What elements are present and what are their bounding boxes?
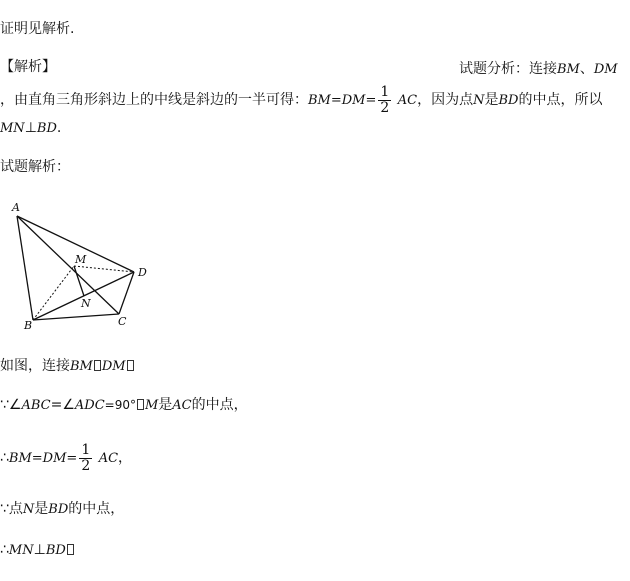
analysis-label (0, 57, 56, 77)
therefore-symbol: ∴ (0, 450, 9, 466)
equation-bm-dm: BM=DM= (8, 451, 78, 466)
because-point-text: ∵点 (0, 501, 23, 517)
midpoint-text: 的中点， (191, 397, 248, 413)
fraction-numerator: 1 (380, 83, 390, 100)
missing-glyph-box (127, 360, 134, 371)
analysis-line-2 (0, 84, 602, 117)
step-bm-dm-equal (0, 440, 132, 477)
label-m: M (75, 253, 87, 266)
fraction-denominator: 2 (380, 99, 390, 116)
segment-bd: BD (36, 121, 57, 136)
is-text: 是 (484, 92, 499, 108)
step-connect (0, 356, 135, 377)
separator: 、 (579, 61, 594, 77)
connect-text: 如图，连接 (0, 358, 70, 374)
segment-bd: BD (48, 502, 69, 517)
segment-bm: BM (70, 359, 93, 374)
segment-ac: AC (98, 451, 119, 466)
perpendicular-symbol: ⊥ (33, 542, 46, 558)
fraction-denominator: 2 (81, 457, 91, 474)
detail-label (0, 157, 70, 177)
perpendicular-symbol: ⊥ (24, 120, 37, 136)
line-bm-dashed (33, 266, 74, 320)
because-point-text: ，因为点 (417, 92, 474, 108)
point-n: N (22, 502, 35, 517)
step-conclusion (0, 540, 75, 561)
line-dm-dashed (74, 266, 134, 272)
missing-glyph-box (67, 544, 74, 555)
segment-mn: MN (8, 543, 34, 558)
label-a: A (12, 201, 20, 214)
step-n-midpoint (0, 499, 124, 520)
median-theorem-text: ，由直角三角形斜边上的中线是斜边的一半可得： (0, 92, 308, 108)
segment-bd: BD (45, 543, 66, 558)
conclusion-text: 证明见解析. (0, 21, 75, 37)
label-b: B (24, 319, 33, 332)
segment-ac: AC (172, 398, 192, 413)
is-text: 是 (34, 501, 49, 517)
analysis-intro-text: 试题分析：连接 (459, 61, 557, 77)
ninety-degrees: =90° (104, 398, 136, 412)
label-n: N (81, 297, 91, 310)
analysis-label-text: 【解析】 (0, 59, 56, 75)
missing-glyph-box (94, 360, 101, 371)
midpoint-text: 的中点， (68, 501, 125, 517)
point-n: N (473, 93, 485, 108)
comma: ， (118, 450, 133, 466)
label-d: D (138, 266, 147, 279)
step-right-angles (0, 395, 248, 416)
angle-abc: ABC (21, 398, 51, 413)
point-m: M (144, 398, 159, 413)
angle-adc: ADC (74, 398, 105, 413)
fraction-numerator: 1 (81, 441, 91, 458)
midpoint-so-text: 的中点，所以 (518, 92, 603, 108)
fraction-one-half (378, 85, 391, 116)
period: . (56, 120, 62, 136)
geometry-figure (8, 200, 168, 340)
segment-bd: BD (498, 93, 519, 108)
segment-dm: DM (593, 62, 618, 77)
missing-glyph-box (137, 399, 144, 410)
segment-dm: DM (101, 359, 126, 374)
is-text: 是 (158, 397, 173, 413)
line-mn (74, 266, 84, 296)
because-angle: ∵∠ (0, 397, 22, 413)
equation-bm-dm: BM=DM= (308, 93, 377, 108)
detail-label-text: 试题解析： (0, 159, 70, 175)
line-bc (33, 314, 119, 320)
line-ab (17, 216, 33, 320)
equals-angle: =∠ (50, 397, 75, 413)
segment-ac: AC (397, 93, 418, 108)
analysis-intro (459, 59, 618, 80)
segment-mn: MN (0, 121, 25, 136)
segment-bm: BM (557, 62, 580, 77)
analysis-line-3 (0, 118, 61, 139)
fraction-one-half (79, 443, 92, 474)
line-ac (17, 216, 119, 314)
conclusion-line (0, 19, 74, 39)
therefore-symbol: ∴ (0, 542, 9, 558)
label-c: C (118, 315, 127, 328)
